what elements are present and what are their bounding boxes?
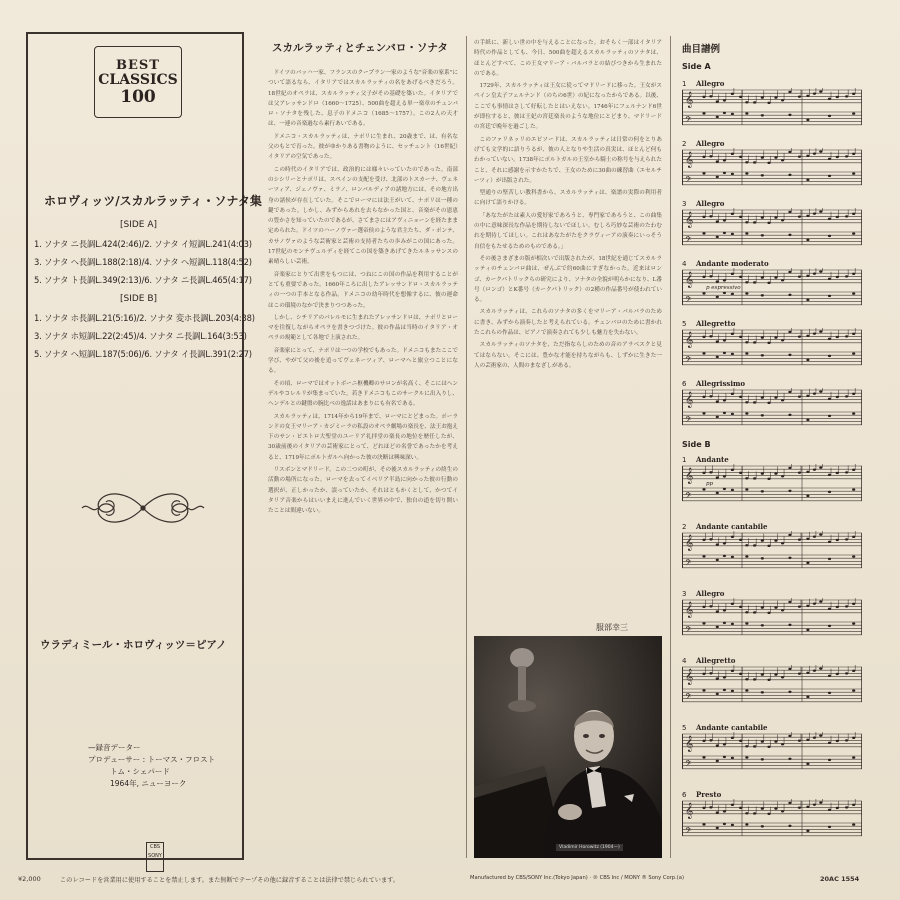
excerpt-number: 2: [682, 140, 687, 148]
excerpt-tempo: Andante cantabile: [696, 723, 768, 732]
credit-line: プロデューサー : トーマス・フロスト: [88, 755, 216, 764]
svg-text:𝄞: 𝄞: [685, 392, 694, 408]
manufacturer-line: Manufactured by CBS/SONY Inc.(Tokyo Japan) · ℗ CBS Inc / MONY ® Sony Corp.(a): [470, 875, 684, 881]
svg-text:𝄢: 𝄢: [685, 492, 692, 503]
cbs-sony-logo: CBS SONY: [146, 842, 164, 872]
svg-text:𝄞: 𝄞: [685, 272, 694, 288]
pianist-photo-illustration: [474, 636, 662, 858]
music-staff-icon: [682, 328, 862, 368]
music-excerpt: [676, 260, 866, 318]
svg-text:𝄞: 𝄞: [685, 212, 694, 228]
best-classics-logo: [94, 46, 182, 118]
svg-text:𝄞: 𝄞: [685, 332, 694, 348]
svg-text:𝄢: 𝄢: [685, 176, 692, 187]
liner-notes-column-1: [268, 68, 458, 860]
flourish-ornament-icon: [78, 482, 208, 534]
notes-paragraph: その頃、ローマではオットボーニ枢機卿のサロンが名高く、そこにはヘンデルやコレルリが集まっていた。若きドメニコもこのサークルに出入りし、ヘンデルとの鍵盤の腕比べの逸話はあまりにも有名である。: [268, 380, 458, 408]
music-excerpt: [676, 456, 866, 521]
catalog-number: 20AC 1554: [820, 875, 860, 883]
notes-paragraph: リスボンとマドリード。この二つの町が、その後スカルラッティの終生の活動の場所になった。ローマを去ってイベリア半島に向かった彼の行動の選択が、正しかったか、誤っていたか、それはともかくとして、かつてイタリア音楽からはいいまえに進んでいく世界の中で、独自の道を切り開いたことは間違いない。: [268, 466, 458, 515]
notes-paragraph: スカルラッティは、1714年から19年まで、ローマにとどまった。ポーランドの女王マリーア・カジミーラの私設のオペラ劇場の楽長を、法王お抱え下のサン・ピエトロ大聖堂のユーリア礼拝堂の楽長の地位を歴任したが、30歳前後のイタリアの芸術家にとって、どれほどの名誉であったかを考えると、1719年にポルトガルへ向かった彼の決断は興味深い。: [268, 413, 458, 461]
excerpt-number: 4: [682, 657, 687, 665]
svg-text:𝄢: 𝄢: [685, 760, 692, 771]
horowitz-photo: [474, 636, 662, 858]
side-a-track-line: 3. ソナタ ヘ長調L.188(2:18)/4. ソナタ ヘ短調L.118(4:52): [34, 257, 252, 267]
music-examples-title: 曲目譜例: [682, 44, 721, 55]
music-staff-icon: [682, 799, 862, 839]
liner-notes-title: スカルラッティとチェンバロ・ソナタ: [272, 42, 448, 54]
excerpt-number: 3: [682, 590, 687, 598]
excerpt-number: 2: [682, 523, 687, 531]
excerpt-tempo: Allegro: [696, 79, 725, 88]
side-a-track-line: 5. ソナタ ト長調L.349(2:13)/6. ソナタ ニ長調L.465(4:17): [34, 275, 252, 285]
price: ¥2,000: [18, 875, 41, 883]
notes-paragraph: このファリネッリのエピソードは、スカルラッティは日常の何をとりあげても文学的に語りうるが、彼の人となりや生活の真実は、ほとんど何もわかっていない。1738年にポルトガルの王室から騎士の称号を与えられたこと、それに感謝を示すかたちで、王女のために30曲の練習曲（エセルチーツィ）が出版された。: [474, 136, 662, 184]
svg-text:𝄞: 𝄞: [685, 602, 694, 618]
side-a-track-line: 1. ソナタ ニ長調L.424(2:46)/2. ソナタ イ短調L.241(4:03): [34, 239, 252, 249]
liner-notes-column-2: [474, 38, 662, 620]
svg-text:𝄞: 𝄞: [685, 535, 694, 551]
excerpt-tempo: Allegro: [696, 589, 725, 598]
excerpt-tempo: Andante: [696, 455, 729, 464]
album-info-panel: [26, 32, 262, 860]
notes-author: 服部幸三: [596, 623, 628, 632]
notes-paragraph: スカルラッティは、これらのソナタの多くをマリーア・バルバラのために書き、みずから演奏したと考えられている。チェンバロのために書かれたこれらの作品は、ピアノで演奏されても少しも魅力を失わない。: [474, 309, 662, 337]
music-excerpt: [676, 200, 866, 258]
photo-caption: Vladimir Horowitz (1904—): [556, 844, 623, 851]
music-staff-icon: [682, 88, 862, 128]
music-staff-icon: [682, 148, 862, 188]
svg-text:𝄢: 𝄢: [685, 236, 692, 247]
excerpt-tempo: Allegretto: [696, 656, 736, 665]
excerpt-number: 4: [682, 260, 687, 268]
excerpt-tempo: Andante cantabile: [696, 522, 768, 531]
excerpt-tempo: Presto: [696, 790, 722, 799]
excerpt-number: 1: [682, 456, 687, 464]
album-title: ホロヴィッツ/スカルラッティ・ソナタ集: [44, 194, 262, 208]
notes-paragraph: ドイツのバッハ一家、フランスのクープラン一家のような"音楽の家系"について語るなら、イタリアではスカルラッティの名をあげるべきだろう。18世紀のオペラは、スカルラッティ父子がその基礎を築いた。イタリアでは父アレッサンドロ（1660〜1725）、500曲を超える単一楽章のチェンバロ・ソナタを残した、息子のドメニコ（1685〜1757）。この2人の天才は、一連の音楽過なら素行あいである。: [268, 70, 458, 128]
music-staff-icon: [682, 732, 862, 772]
svg-text:𝄢: 𝄢: [685, 559, 692, 570]
svg-text:𝄞: 𝄞: [685, 468, 694, 484]
excerpt-number: 5: [682, 724, 687, 732]
music-staff-icon: [682, 208, 862, 248]
music-excerpt: [676, 80, 866, 138]
excerpt-tempo: Allegro: [696, 199, 725, 208]
excerpt-expression: pp: [706, 481, 714, 487]
notes-paragraph: 「あなたがたは素人の愛好家であろうと、専門家であろうと、この曲集の中に意味深長な作品を期待しないでほしい。むしろ巧妙な芸術のたわむれを期待してほしい。これはあなたがたをクラヴィーアの演奏にいっそう自信をもたせるためのものである。」: [474, 212, 662, 250]
notes-paragraph: 音楽家にとりて出世をもつには、つねにこの国の作品を利用することがとても重要であった。1660年ころに出したアレッサンドロ・スカルラッティの一つの手本となる作品。ドメニコの幼年時代を想像するに、彼の運命はこの環境のなかで決まりつつあった。: [268, 271, 458, 309]
excerpt-expression: p espressivo: [706, 285, 741, 291]
performer-credit: ウラディミール・ホロヴィッツ＝ピアノ: [40, 639, 227, 651]
excerpt-tempo: Allegro: [696, 139, 725, 148]
notes-paragraph: 1729年、スカルラッティは王女に従ってマドリードに移った。王女がスペイン皇太子フェルナンド（のちの6世）の妃になったからである。以後、ここでも事情はさして好転したとはいえない。1746年にフェルナンド6世が即位すると、彼は王妃の宮廷楽長のような地位にとどまり、マドリードの宮廷で晩年を過ごした。: [474, 83, 662, 131]
logo-line-1: BEST: [116, 57, 160, 73]
notes-paragraph: 音楽家にとって、ナポリは一つの学校でもあった。ドメニコもまたここで学び、やがて父の後を追ってヴェネーツィア、ローマへと旅立つことになる。: [268, 347, 458, 375]
svg-text:𝄢: 𝄢: [685, 693, 692, 704]
svg-text:𝄢: 𝄢: [685, 356, 692, 367]
credit-line: トム・シェパード: [110, 767, 170, 776]
notes-paragraph: しかし、シチリアのパレルモに生まれたアレッサンドロは、ナポリとローマを往復しながらオペラを書きつづけた。彼の作品は当時のイタリア・オペラの規範として各地で上演された。: [268, 314, 458, 342]
side-a-label: [SIDE A]: [120, 220, 158, 230]
side-b-track-line: 5. ソナタ ヘ短調L.187(5:06)/6. ソナタ イ長調L.391(2:27): [34, 349, 252, 359]
svg-text:𝄞: 𝄞: [685, 803, 694, 819]
excerpt-number: 6: [682, 380, 687, 388]
svg-text:𝄞: 𝄞: [685, 736, 694, 752]
notes-paragraph: この時代のイタリアでは、政治的には様々いっていたのであった。南部のシシリーとナポリは、スペインの支配を受け、北部のトスカーナ、ヴェネーツィア、ジェノヴァ、ミラノ、ロンバルディアの諸地方には、その地方出身の諸侯が存在していた。そこでローマには法王がいて、ナポリは一種の鍵であった。しかし、みずからあれを去らなかった国と、音楽がその恩恵の豊かさを知っていたのであるが、さてまさにはアヴィニョーンを経たまま定められた。ドイツのハーノヴァー選帝侯のような君主たち、ダ・ポンテ、カサノヴァのような芸術家と芸術の支持者たちの歩みがこの国にあった。17世紀のモンテヴェルディを経てこの国を築きあげてきたルネッサンスの素晴らしい芸術。: [268, 166, 458, 266]
notes-paragraph: の手紙に、新しい世の中を与えることになった。おそらく一部はイタリア時代の作品としても、今日、500曲を超えるスカルラッティのソナタは、ほとんどすべて、この王女マリーア・バルバラとの結びつきから生まれたのである。: [474, 40, 662, 77]
recording-credits: [88, 742, 215, 790]
excerpt-number: 3: [682, 200, 687, 208]
side-b-label: [SIDE B]: [120, 294, 158, 304]
excerpt-number: 5: [682, 320, 687, 328]
svg-text:𝄢: 𝄢: [685, 827, 692, 838]
music-excerpt: [676, 724, 866, 789]
music-excerpt: [676, 657, 866, 722]
logo-line-3: 100: [120, 86, 156, 107]
music-side-a-label: Side A: [682, 62, 711, 71]
column-divider: [670, 36, 671, 858]
notes-paragraph: ドメニコ・スカルラッティは、ナポリに生まれ、20歳まで、は、有名な父のもとで育った。彼がゆかりある書物のように、セッチェント（16世紀）イタリアの空気であった。: [268, 133, 458, 161]
music-excerpt: [676, 380, 866, 438]
excerpt-tempo: Andante moderato: [696, 259, 769, 268]
svg-text:𝄞: 𝄞: [685, 152, 694, 168]
music-excerpt: [676, 140, 866, 198]
music-staff-icon: [682, 531, 862, 571]
logo-line-2: CLASSICS: [98, 71, 178, 88]
excerpt-number: 1: [682, 80, 687, 88]
music-staff-icon: [682, 388, 862, 428]
music-side-b-label: Side B: [682, 440, 711, 449]
excerpt-tempo: Allegretto: [696, 319, 736, 328]
svg-text:𝄢: 𝄢: [685, 116, 692, 127]
svg-text:𝄢: 𝄢: [685, 296, 692, 307]
svg-text:𝄞: 𝄞: [685, 92, 694, 108]
music-excerpt: [676, 523, 866, 588]
excerpt-tempo: Allegrissimo: [696, 379, 746, 388]
svg-text:𝄢: 𝄢: [685, 416, 692, 427]
side-b-track-line: 3. ソナタ ホ短調L.22(2:45)/4. ソナタ ニ長調L.164(3:53): [34, 331, 247, 341]
svg-text:𝄢: 𝄢: [685, 626, 692, 637]
notes-paragraph: その後さまざまの版が相次いで出版されたが、18世紀を通じてスカルラッティのチェンバロ曲は、ぜんぶで約60曲にすぎなかった。近来はロンゴ、カークパトリックらの研究により、ソナタの全貌が明らかになり、L番号（ロンゴ）とK番号（カークパトリック）の2種の作品番号が使われている。: [474, 255, 662, 304]
credit-line: 1964年, ニューヨーク: [110, 779, 187, 788]
svg-text:𝄞: 𝄞: [685, 669, 694, 685]
music-staff-icon: [682, 598, 862, 638]
notes-paragraph: 型通りの堅苦しい教科書から、スカルラッティは、楽譜の実際の利用者に向けて語りかける。: [474, 190, 662, 207]
excerpt-number: 6: [682, 791, 687, 799]
credit-line: —録音データー: [88, 743, 141, 752]
music-excerpt: [676, 590, 866, 655]
music-excerpt: [676, 791, 866, 856]
side-b-track-line: 1. ソナタ ホ長調L.21(5:16)/2. ソナタ 変ホ長調L.203(4:38): [34, 313, 255, 323]
column-divider: [466, 36, 467, 858]
music-excerpt: [676, 320, 866, 378]
notes-paragraph: スカルラッティのソナタを、ただ指ならしのための音のアラベスクと見てはならない。そこには、豊かな才能を持ちながらも、しずかに生きた一人の芸術家の、人間のまなざしがある。: [474, 342, 662, 369]
music-staff-icon: [682, 665, 862, 705]
usage-notice: このレコードを営業用に使用することを禁止します。また無断でテープその他に録音することは法律で禁じられています。: [60, 877, 400, 884]
